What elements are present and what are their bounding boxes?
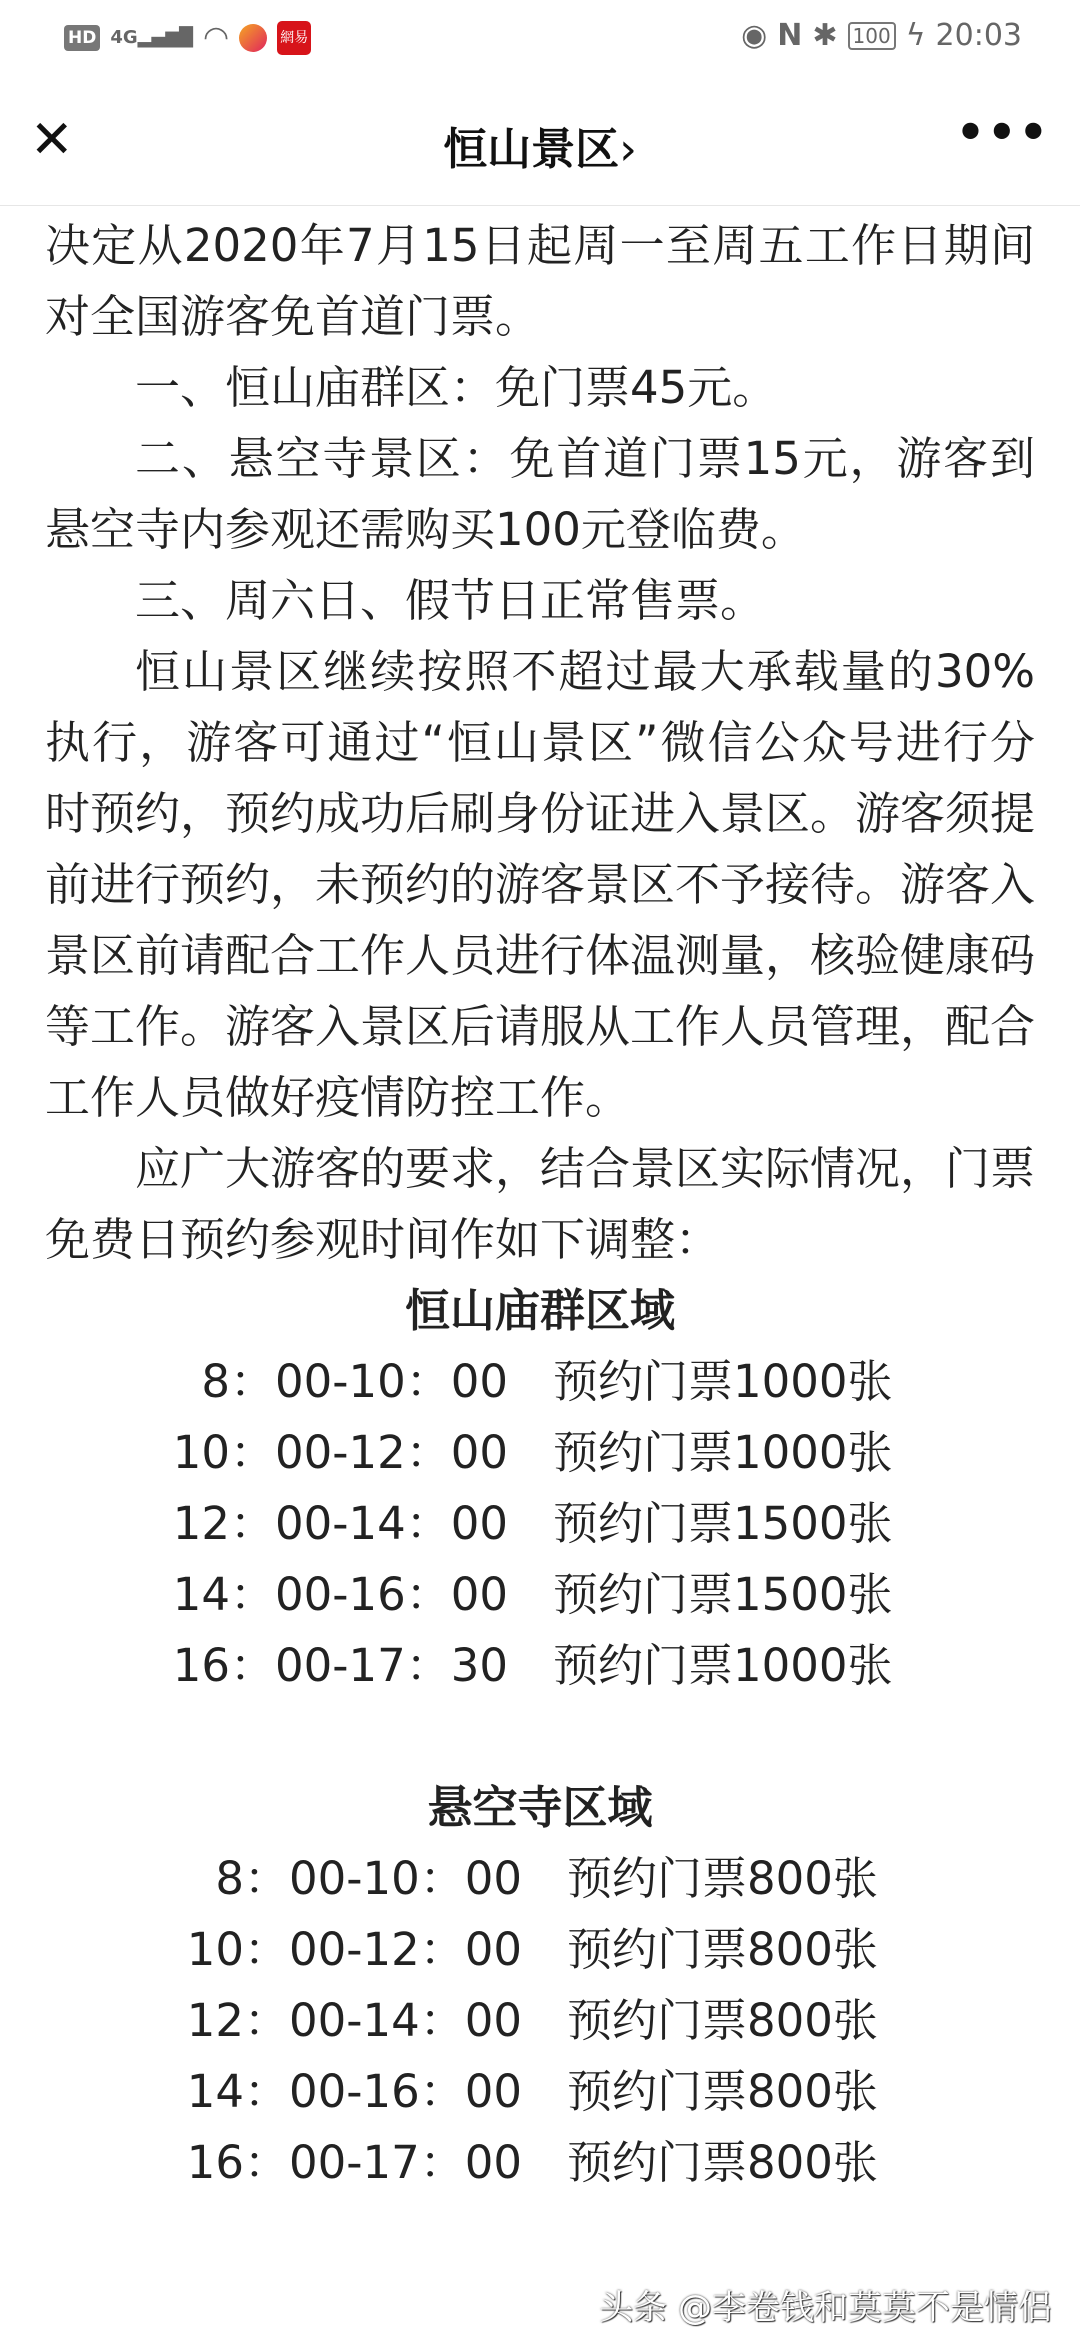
charging-icon: ϟ xyxy=(905,18,926,53)
account-name[interactable]: 恒山景区 xyxy=(443,124,620,175)
signal-icon: 4G▂▄▆█ xyxy=(110,27,194,48)
app-notification-icon xyxy=(239,24,267,52)
ticket-quota: 预约门票1000张 xyxy=(553,1355,893,1408)
time-slot: 10：00-12：00 xyxy=(186,1923,522,1976)
spacer xyxy=(45,1701,1035,1772)
clock: 20:03 xyxy=(935,18,1022,53)
schedule-heading: 恒山庙群区域 xyxy=(404,1284,675,1337)
hd-icon: HD xyxy=(64,25,100,51)
time-slot: 8：00-10：00 xyxy=(215,1852,522,1905)
article-body xyxy=(45,210,1035,2198)
nfc-icon: N xyxy=(777,18,803,53)
time-slot: 12：00-14：00 xyxy=(186,1994,522,2047)
page-title[interactable] xyxy=(0,110,1080,177)
schedule-row xyxy=(45,2127,1035,2198)
status-bar xyxy=(0,0,1080,75)
eye-icon: ◉ xyxy=(741,18,768,53)
chevron-right-icon: › xyxy=(619,124,637,175)
ticket-quota: 预约门票1500张 xyxy=(553,1568,893,1621)
netease-app-icon: 網易 xyxy=(277,21,311,55)
ticket-quota: 预约门票800张 xyxy=(567,1923,878,1976)
paragraph: 三、周六日、假节日正常售票。 xyxy=(135,574,766,627)
schedule-row xyxy=(45,1488,1035,1559)
ticket-quota: 预约门票1000张 xyxy=(553,1639,893,1692)
schedule-row xyxy=(45,1346,1035,1417)
paragraph: 恒山景区继续按照不超过最大承载量的30%执行，游客可通过“恒山景区”微信公众号进行分时预约，预约成功后刷身份证进入景区。游客须提前进行预约，未预约的游客景区不予接待。游客入景区前请配合工作人员进行体温测量，核验健康码等工作。游客入景区后请服从工作人员管理，配合工作人员做好疫情防控工作。 xyxy=(45,645,1036,1124)
close-icon[interactable]: ✕ xyxy=(30,110,74,170)
paragraph: 二、悬空寺景区：免首道门票15元，游客到悬空寺内参观还需购买100元登临费。 xyxy=(45,432,1035,556)
time-slot: 14：00-16：00 xyxy=(186,2065,522,2118)
ticket-quota: 预约门票1000张 xyxy=(553,1426,893,1479)
watermark: 头条 @李卷钱和莫莫不是情侣 xyxy=(599,2288,1052,2328)
time-slot: 12：00-14：00 xyxy=(172,1497,508,1550)
battery-icon: 100 xyxy=(848,22,896,50)
time-slot: 16：00-17：30 xyxy=(172,1639,508,1692)
nav-bar xyxy=(0,75,1080,206)
schedule-row xyxy=(45,1914,1035,1985)
time-slot: 10：00-12：00 xyxy=(172,1426,508,1479)
schedule-row xyxy=(45,1843,1035,1914)
paragraph: 应广大游客的要求，结合景区实际情况，门票免费日预约参观时间作如下调整： xyxy=(45,1142,1036,1266)
paragraph: 决定从2020年7月15日起周一至周五工作日期间对全国游客免首道门票。 xyxy=(45,219,1035,343)
ticket-quota: 预约门票1500张 xyxy=(553,1497,893,1550)
schedule-row xyxy=(45,1417,1035,1488)
time-slot: 14：00-16：00 xyxy=(172,1568,508,1621)
time-slot: 16：00-17：00 xyxy=(186,2136,522,2189)
more-menu-icon[interactable]: ••• xyxy=(955,105,1050,159)
schedule-heading: 悬空寺区域 xyxy=(427,1781,653,1834)
ticket-quota: 预约门票800张 xyxy=(567,1852,878,1905)
schedule-row xyxy=(45,1559,1035,1630)
schedule-row xyxy=(45,1985,1035,2056)
network-type: 4G xyxy=(110,27,138,48)
schedule-row xyxy=(45,1630,1035,1701)
time-slot: 8：00-10：00 xyxy=(201,1355,508,1408)
schedule-row xyxy=(45,2056,1035,2127)
ticket-quota: 预约门票800张 xyxy=(567,1994,878,2047)
bluetooth-icon: ✱ xyxy=(812,18,838,53)
wifi-icon: ◠ xyxy=(203,20,230,55)
ticket-quota: 预约门票800张 xyxy=(567,2065,878,2118)
paragraph: 一、恒山庙群区：免门票45元。 xyxy=(135,361,778,414)
ticket-quota: 预约门票800张 xyxy=(567,2136,878,2189)
